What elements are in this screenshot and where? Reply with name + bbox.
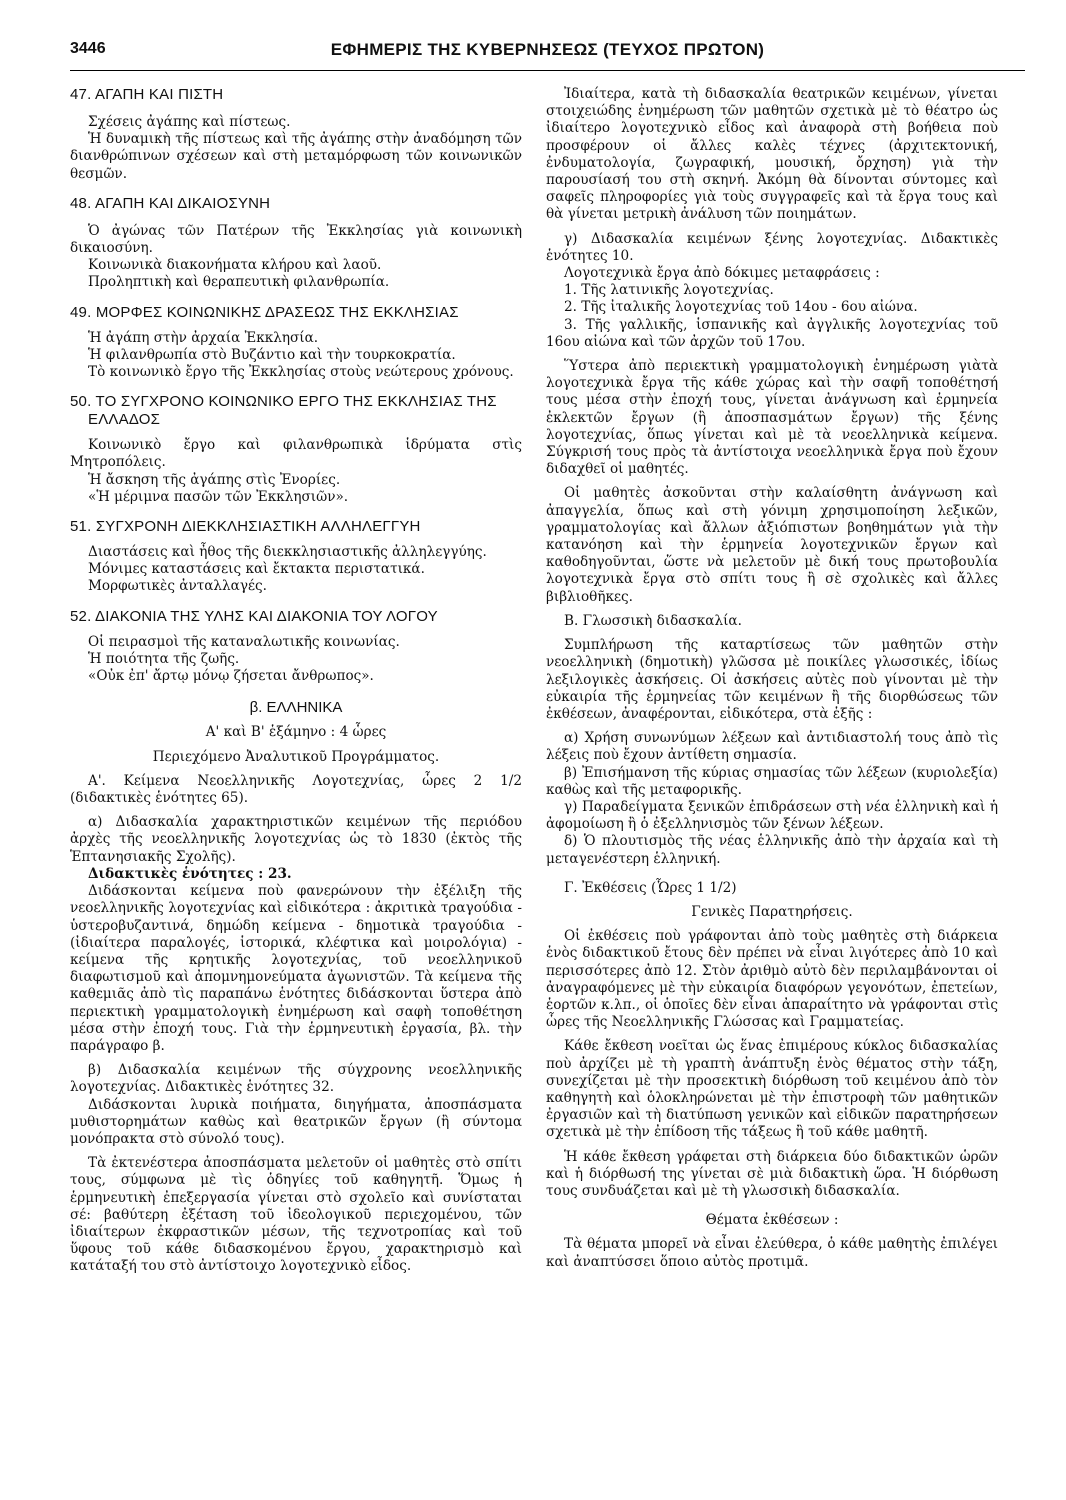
subsection-c-heading: γ) Διδασκαλία κειμένων ξένης λογοτεχνίας. Διδακτικὲς ἑνότητες 10. xyxy=(546,230,998,264)
gazette-title: ΕΦΗΜΕΡΙΣ ΤΗΣ ΚΥΒΕΡΝΗΣΕΩΣ (ΤΕΥΧΟΣ ΠΡΩΤΟΝ) xyxy=(330,40,765,59)
section-49-title: 49. ΜΟΡΦΕΣ ΚΟΙΝΩΝΙΚΗΣ ΔΡΑΣΕΩΣ ΤΗΣ ΕΚΚΛΗΣΙΑΣ xyxy=(70,303,459,321)
section-52-line: Ἡ ποιότητα τῆς ζωῆς. xyxy=(88,650,240,667)
page-header xyxy=(70,36,1025,71)
reading-paragraph: Οἱ μαθητὲς ἀσκοῦνται στὴν καλαίσθητη ἀνάγνωση καὶ ἀπαγγελία, ὅπως καὶ στὴ γόνιμη χρησιμοποίηση λεξικῶν, γραμματολογίας καὶ ἄλλων ἀξιόπιστων βοηθημάτων γιὰ τὴν κατανόηση καὶ τὴν ἑρμηνεία λογοτεχνικῶν ἔργων καὶ καθοδηγοῦνται, ὥστε νὰ μελετοῦν μὲ δική τους πρωτοβουλία λογοτεχνικὰ ἔργα στὸ σπίτι τους ἢ σὲ σχολικὲς καὶ ἄλλες βιβλιοθῆκες. xyxy=(546,485,998,605)
greek-subject-title: β. ΕΛΛΗΝΙΚΑ xyxy=(249,699,343,717)
section-48-line: Προληπτικὴ καὶ θεραπευτικὴ φιλανθρωπία. xyxy=(88,274,390,291)
list-item: δ) Ὁ πλουτισμὸς τῆς νέας ἑλληνικῆς ἀπὸ τὴν ἀρχαία καὶ τὴ μεταγενέστερη ἑλληνική. xyxy=(546,833,998,867)
section-49-line: Ἡ φιλανθρωπία στὸ Βυζάντιο καὶ τὴν τουρκοκρατία. xyxy=(88,346,456,363)
section-48-line: Κοινωνικὰ διακονήματα κλήρου καὶ λαοῦ. xyxy=(88,257,382,274)
section-47-line: Ἡ δυναμικὴ τῆς πίστεως καὶ τῆς ἀγάπης στὴν ἀναδόμηση τῶν διανθρώπινων σχέσεων καὶ στὴ μεταμόρφωση τῶν κοινωνικῶν θεσμῶν. xyxy=(70,131,522,182)
section-49-line: Τὸ κοινωνικὸ ἔργο τῆς Ἐκκλησίας στοὺς νεώτερους χρόνους. xyxy=(88,364,514,381)
foreign-lit-paragraph: Ὕστερα ἀπὸ περιεκτικὴ γραμματολογικὴ ἐνημέρωση γιὰτὰ λογοτεχνικὰ ἔργα τῆς κάθε χώρας καὶ τὴν σαφῆ τοποθέτησή τους μέσα στὴν ἐποχή τους, γίνεται ἀνάγνωση καὶ ἑρμηνεία ἐκλεκτῶν ἔργων (ἢ ἀποσπασμάτων ἔργων) τῆς ξένης λογοτεχνίας, ὅπως γίνεται καὶ μὲ τὰ νεοελληνικὰ κείμενα. Σύγκρισή τους πρὸς τὰ ἀντίστοιχα νεοελληνικὰ ἔργα ποὺ ἔχουν διδαχθεῖ οἱ μαθητές. xyxy=(546,358,998,478)
section-47-title: 47. ΑΓΑΠΗ ΚΑΙ ΠΙΣΤΗ xyxy=(70,86,224,103)
subsection-a-heading: α) Διδασκαλία χαρακτηριστικῶν κειμένων τῆς περιόδου ἀρχὲς τῆς νεοελληνικῆς λογοτεχνίας ὡς τὸ 1830 (ἐκτὸς τῆς Ἑπτανησιακῆς Σχολῆς). xyxy=(70,814,522,865)
section-52-line: «Οὐκ ἐπ' ἄρτῳ μόνῳ ζήσεται ἄνθρωπος». xyxy=(88,668,374,685)
section-50-line: «Ἡ μέριμνα πασῶν τῶν Ἐκκλησιῶν». xyxy=(88,488,349,505)
section-50-title: 50. ΤΟ ΣΥΓΧΡΟΝΟ ΚΟΙΝΩΝΙΚΟ ΕΡΓΟ ΤΗΣ ΕΚΚΛΗΣΙΑΣ ΤΗΣ ΕΛΛΑΔΟΣ xyxy=(70,393,497,429)
page-number: 3446 xyxy=(70,40,106,57)
section-52-title: 52. ΔΙΑΚΟΝΙΑ ΤΗΣ ΥΛΗΣ ΚΑΙ ΔΙΑΚΟΝΙΑ ΤΟΥ ΛΟΓΟΥ xyxy=(70,607,438,625)
list-item: β) Ἐπισήμανση τῆς κύριας σημασίας τῶν λέξεων (κυριολεξία) καθὼς καὶ τῆς μεταφορικῆς. xyxy=(546,764,998,798)
part-g-heading: Γ. Ἐκθέσεις (Ὧρες 1 1/2) xyxy=(564,879,737,896)
subsection-a-units: Διδακτικὲς ἑνότητες : 23. xyxy=(88,865,292,882)
essays-paragraph: Οἱ ἐκθέσεις ποὺ γράφονται ἀπὸ τοὺς μαθητὲς στὴ διάρκεια ἑνὸς διδακτικοῦ ἔτους δὲν πρέπει νὰ εἶναι λιγότερες ἀπὸ 10 καὶ περισσότερες ἀπὸ 12. Στὸν ἀριθμὸ αὐτὸ δὲν περιλαμβάνονται οἱ ἀναγραφόμενες μὲ τὴν εὐκαιρία διαφόρων γεγονότων, ἐπετείων, ἑορτῶν κ.λπ., οἱ ὁποῖες δὲν εἶναι ἀπαραίτητο νὰ γράφονται στὶς ὧρες τῆς Νεοελληνικῆς Γλώσσας καὶ Γραμματείας. xyxy=(546,928,998,1031)
section-50-line: Ἡ ἄσκηση τῆς ἀγάπης στὶς Ἐνορίες. xyxy=(88,471,341,488)
part-a-heading: Α'. Κείμενα Νεοελληνικῆς Λογοτεχνίας, ὧρες 2 1/2 (διδακτικὲς ἑνότητες 65). xyxy=(70,772,522,807)
right-column xyxy=(546,86,998,1271)
subsection-b-heading: β) Διδασκαλία κειμένων τῆς σύγχρονης νεοελληνικῆς λογοτεχνίας. Διδακτικὲς ἑνότητες 32. xyxy=(70,1062,522,1096)
subsection-a-body: Διδάσκονται κείμενα ποὺ φανερώνουν τὴν ἐξέλιξη τῆς νεοελληνικῆς λογοτεχνίας καὶ εἰδικότερα : ἀκριτικὰ τραγούδια - ὑστεροβυζαντινά, δημώδη κείμενα - δημοτικὰ τραγούδια - (ἰδιαίτερα παραλογές, ἱστορικά, κλέφτικα καὶ μοιρολόγια) - κείμενα τῆς κρητικῆς λογοτεχνίας, τοῦ νεοελληνικοῦ διαφωτισμοῦ καὶ ἀπομνημονεύματα ἀγωνιστῶν. Τὰ κείμενα τῆς καθεμιᾶς ἀπὸ τὶς παραπάνω ἑνότητες διδάσκονται ὕστερα ἀπὸ περιεκτικὴ γραμματολογικὴ ἐνημέρωση καὶ σαφὴ τοποθέτηση μέσα στὴν ἐποχή τους. Γιὰ τὴν ἑρμηνευτικὴ ἐργασία, βλ. τὴν παράγραφο β. xyxy=(70,883,522,1054)
section-52-line: Οἱ πειρασμοὶ τῆς καταναλωτικῆς κοινωνίας. xyxy=(88,633,400,650)
section-49-line: Ἡ ἀγάπη στὴν ἀρχαία Ἐκκλησία. xyxy=(88,329,319,346)
general-remarks-heading: Γενικὲς Παρατηρήσεις. xyxy=(691,903,853,920)
section-48-line: Ὁ ἀγώνας τῶν Πατέρων τῆς Ἐκκλησίας γιὰ κοινωνικὴ δικαιοσύνη. xyxy=(70,222,522,257)
section-51-title: 51. ΣΥΓΧΡΟΝΗ ΔΙΕΚΚΛΗΣΙΑΣΤΙΚΗ ΑΛΛΗΛΕΓΓΥΗ xyxy=(70,518,421,536)
theatre-paragraph: Ἰδιαίτερα, κατὰ τὴ διδασκαλία θεατρικῶν κειμένων, γίνεται στοιχειώδης ἐνημέρωση τῶν μαθητῶν σχετικὰ μὲ τὸ θέατρο ὡς ἰδιαίτερο λογοτεχνικὸ εἶδος καὶ ἀναφορὰ στὴ βοήθεια ποὺ προσφέρουν οἱ ἄλλες καλὲς τέχνες (ἀρχιτεκτονική, ἐνδυματολογία, ζωγραφική, μουσική, ὄρχηση) γιὰ τὴν παρουσίασή του στὴ σκηνή. Ἀκόμη θὰ δίνονται σύντομες καὶ σαφεῖς πληροφορίες γιὰ τοὺς συγγραφεῖς καὶ τὰ ἔργα τους καὶ θὰ γίνεται μετρικὴ ἀνάλυση τῶν ποιημάτων. xyxy=(546,86,998,223)
section-48-title: 48. ΑΓΑΠΗ ΚΑΙ ΔΙΚΑΙΟΣΥΝΗ xyxy=(70,194,271,212)
list-item: γ) Παραδείγματα ξενικῶν ἐπιδράσεων στὴ νέα ἑλληνικὴ καὶ ἡ ἀφομοίωση ἢ ὁ ἐξελληνισμὸς τῶν ξένων λέξεων. xyxy=(546,798,998,833)
essays-paragraph: Κάθε ἔκθεση νοεῖται ὡς ἕνας ἐπιμέρους κύκλος διδασκαλίας ποὺ ἀρχίζει μὲ τὴ γραπτὴ ἀνάπτυξη ἑνὸς θέματος στὴν τάξη, συνεχίζεται μὲ τὴν προσεκτικὴ διόρθωση τοῦ κειμένου ἀπὸ τὸν καθηγητὴ καὶ ὁλοκληρώνεται μὲ τὴν ἐπιστροφὴ τῶν μαθητικῶν ἐργασιῶν καὶ τὴ διατύπωση γενικῶν καὶ εἰδικῶν παρατηρήσεων σχετικὰ μὲ τὴν ἐπίδοση τῆς τάξεως ἢ τοῦ κάθε μαθητῆ. xyxy=(546,1038,998,1141)
program-content-heading: Περιεχόμενο Ἀναλυτικοῦ Προγράμματος. xyxy=(152,748,440,765)
essay-topics-heading: Θέματα ἐκθέσεων : xyxy=(705,1212,839,1229)
gazette-page xyxy=(70,36,1025,1476)
section-47-line: Σχέσεις ἀγάπης καὶ πίστεως. xyxy=(88,114,291,130)
section-50-line: Κοινωνικὸ ἔργο καὶ φιλανθρωπικὰ ἱδρύματα στὶς Μητροπόλεις. xyxy=(70,437,522,471)
part-b-heading: Β. Γλωσσικὴ διδασκαλία. xyxy=(564,612,742,629)
list-item: 1. Τῆς λατινικῆς λογοτεχνίας. xyxy=(564,282,774,299)
list-item: 3. Τῆς γαλλικῆς, ἱσπανικῆς καὶ ἀγγλικῆς λογοτεχνίας τοῦ 16ου αἰώνα καὶ τῶν ἀρχῶν τοῦ 17ου. xyxy=(546,316,998,350)
section-51-line: Μορφωτικὲς ἀνταλλαγές. xyxy=(88,578,267,595)
part-b-body: Συμπλήρωση τῆς καταρτίσεως τῶν μαθητῶν στὴν νεοελληνικὴ (δημοτικὴ) γλῶσσα μὲ ποικίλες γλωσσικές, ἰδίως λεξιλογικὲς ἀσκήσεις. Οἱ ἀσκήσεις αὐτὲς ποὺ γίνονται μὲ τὴν εὐκαιρία τῆς ἑρμηνείας τῶν κειμένων ἢ τῆς διορθώσεως τῶν ἐκθέσεων, ἀναφέρονται, εἰδικότερα, στὰ ἑξῆς : xyxy=(546,637,998,722)
essay-topics-body: Τὰ θέματα μπορεῖ νὰ εἶναι ἐλεύθερα, ὁ κάθε μαθητὴς ἐπιλέγει καὶ ἀναπτύσσει ὅποιο αὐτὸς προτιμᾶ. xyxy=(546,1236,998,1270)
section-51-line: Διαστάσεις καὶ ἦθος τῆς διεκκλησιαστικῆς ἀλληλεγγύης. xyxy=(88,544,487,561)
subsection-b-body: Τὰ ἐκτενέστερα ἀποσπάσματα μελετοῦν οἱ μαθητὲς στὸ σπίτι τους, σύμφωνα μὲ τὶς ὁδηγίες τοῦ καθηγητῆ. Ὅμως ἡ ἑρμηνευτικὴ ἐπεξεργασία γίνεται στὸ σχολεῖο καὶ συνίσταται σέ: βαθύτερη ἐξέταση τοῦ ἰδεολογικοῦ περιεχομένου, τῶν ἰδιαίτερων ἐκφραστικῶν μέσων, τῆς τεχνοτροπίας καὶ τοῦ ὕφους τοῦ κάθε διδασκομένου ἔργου, χαρακτηρισμὸ καὶ κατάταξή του στὸ ἀντίστοιχο λογοτεχνικὸ εἶδος. xyxy=(70,1155,522,1275)
left-column xyxy=(70,86,522,1276)
semester-hours: Α' καὶ Β' ἑξάμηνο : 4 ὧρες xyxy=(205,724,387,741)
list-item: 2. Τῆς ἰταλικῆς λογοτεχνίας τοῦ 14ου - 6ου αἰώνα. xyxy=(564,299,918,316)
subsection-c-intro: Λογοτεχνικὰ ἔργα ἀπὸ δόκιμες μεταφράσεις : xyxy=(564,265,880,282)
list-item: α) Χρήση συνωνύμων λέξεων καὶ ἀντιδιαστολή τους ἀπὸ τὶς λέξεις ποὺ ἔχουν ἀντίθετη σημασία. xyxy=(546,730,998,764)
subsection-b-body: Διδάσκονται λυρικὰ ποιήματα, διηγήματα, ἀποσπάσματα μυθιστορημάτων καθὼς καὶ θεατρικῶν ἔργων (ἢ σύντομα μονόπρακτα στὸ σύνολό τους). xyxy=(70,1096,522,1147)
section-51-line: Μόνιμες καταστάσεις καὶ ἔκτακτα περιστατικά. xyxy=(88,561,425,578)
essays-paragraph: Ἡ κάθε ἔκθεση γράφεται στὴ διάρκεια δύο διδακτικῶν ὡρῶν καὶ ἡ διόρθωσή της γίνεται σὲ μιὰ διδακτικὴ ὥρα. Ἡ διόρθωση τους συνδυάζεται καὶ μὲ τὴ γλωσσικὴ διδασκαλία. xyxy=(546,1148,998,1199)
